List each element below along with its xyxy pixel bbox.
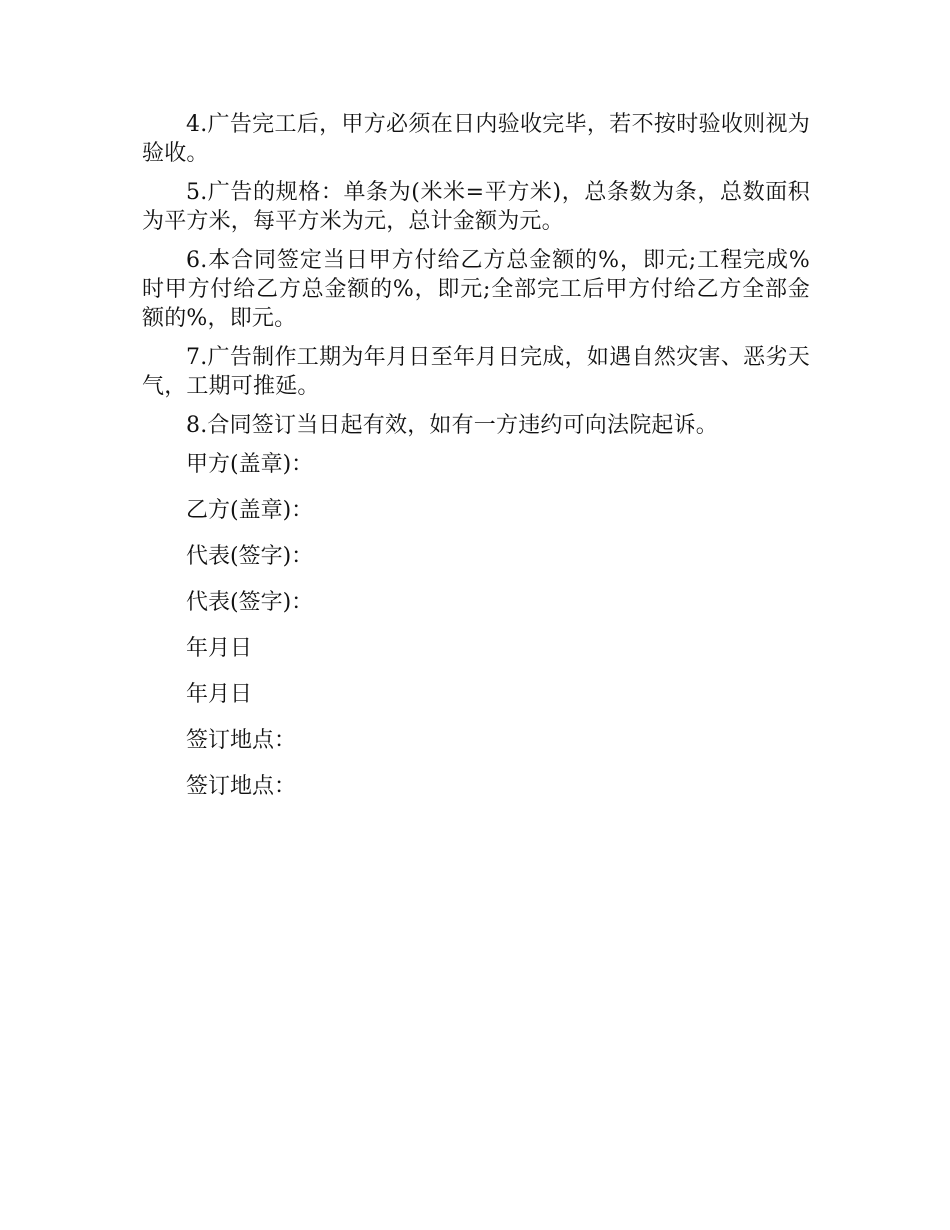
clause-7: 7.广告制作工期为年月日至年月日完成，如遇自然灾害、恶劣天气，工期可推延。	[142, 345, 810, 399]
party-b-date: 年月日	[186, 682, 253, 707]
clause-8: 8.合同签订当日起有效，如有一方违约可向法院起诉。	[186, 413, 718, 438]
party-a-signing-place: 签订地点：	[186, 728, 297, 753]
party-a-seal: 甲方(盖章)：	[186, 452, 314, 477]
signature-block	[142, 450, 810, 818]
clause-4: 4.广告完工后，甲方必须在日内验收完毕，若不按时验收则视为验收。	[142, 112, 810, 166]
clause-6: 6.本合同签定当日甲方付给乙方总金额的%，即元;工程完成%时甲方付给乙方总金额的%，即元;全部完工后甲方付给乙方全部金额的%，即元。	[142, 248, 810, 331]
clause-5: 5.广告的规格：单条为(米米=平方米)，总条数为条，总数面积为平方米，每平方米为元，总计金额为元。	[142, 180, 810, 234]
party-b-seal: 乙方(盖章)：	[186, 498, 314, 523]
party-b-representative: 代表(签字)：	[186, 590, 314, 615]
party-b-signing-place: 签订地点：	[186, 774, 297, 799]
party-a-date: 年月日	[186, 636, 253, 661]
party-a-representative: 代表(签字)：	[186, 544, 314, 569]
contract-clauses	[142, 110, 810, 440]
